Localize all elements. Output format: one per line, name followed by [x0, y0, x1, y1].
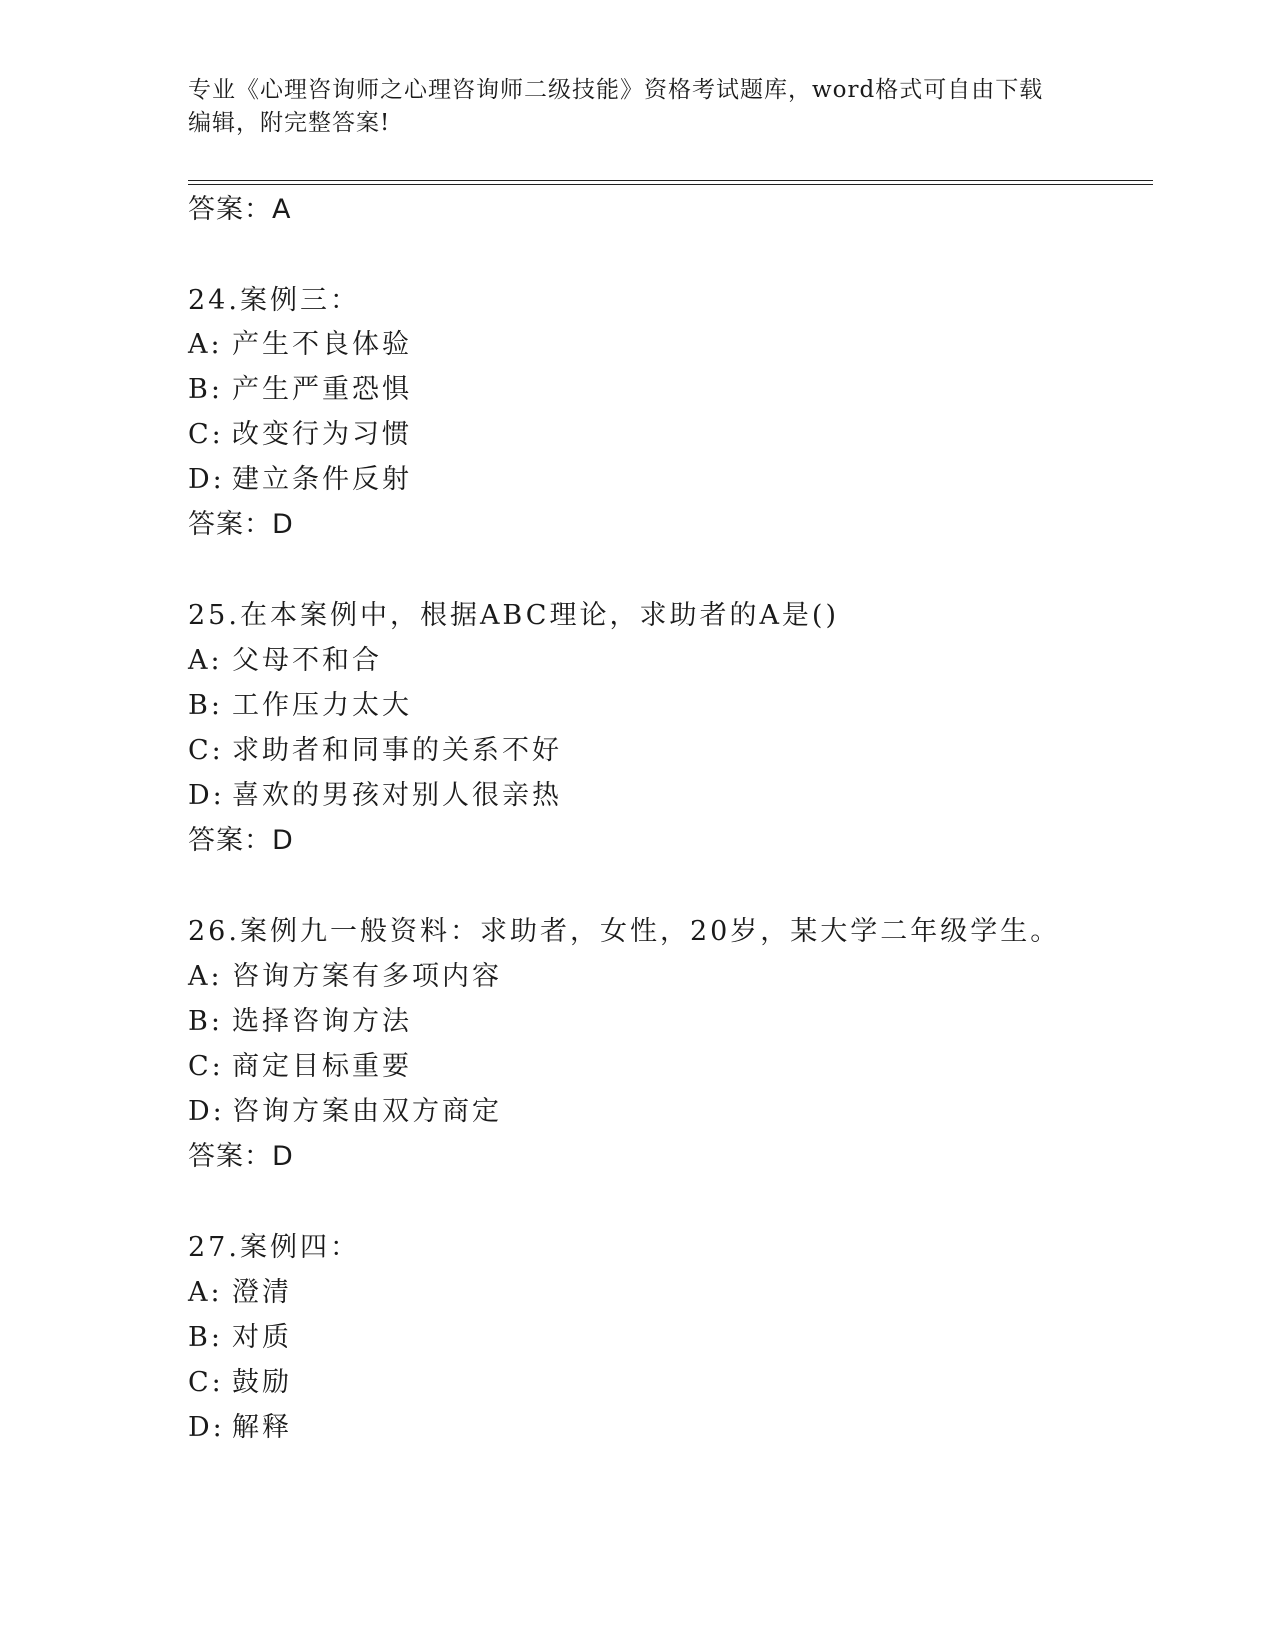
answer-value: D [272, 1141, 294, 1172]
option-c [188, 734, 562, 768]
question-stem: 24.案例三： [188, 285, 360, 316]
option-text: 澄清 [232, 1277, 292, 1308]
question-stem: 27.案例四： [188, 1232, 360, 1263]
option-d [188, 1411, 292, 1445]
answer-value: A [272, 194, 292, 225]
answer-label: 答案： [188, 509, 272, 540]
answer-value: D [272, 825, 294, 856]
option-text: 工作压力太大 [232, 690, 412, 721]
option-a [188, 1276, 292, 1310]
option-a [188, 328, 412, 362]
option-text: 对质 [232, 1322, 292, 1353]
answer-line [188, 824, 294, 858]
option-d [188, 463, 412, 497]
answer-line [188, 1140, 294, 1174]
option-c [188, 1366, 292, 1400]
option-letter: A: [188, 1277, 223, 1308]
question-stem: 26.案例九一般资料：求助者，女性，20岁，某大学二年级学生。 [188, 916, 1061, 947]
option-letter: A: [188, 961, 223, 992]
option-c [188, 1050, 412, 1084]
answer-label: 答案： [188, 194, 272, 225]
option-b [188, 1321, 292, 1355]
option-letter: B: [188, 690, 223, 721]
option-letter: D: [188, 464, 225, 495]
option-letter: B: [188, 1006, 223, 1037]
header-divider-top [188, 180, 1153, 181]
option-letter: A: [188, 645, 223, 676]
question-stem: 25.在本案例中，根据ABC理论，求助者的A是() [188, 600, 840, 631]
header-line-2: 编辑，附完整答案! [188, 110, 391, 136]
option-letter: D: [188, 1096, 225, 1127]
option-text: 选择咨询方法 [232, 1006, 412, 1037]
answer-label: 答案： [188, 1141, 272, 1172]
answer-line [188, 193, 291, 227]
option-letter: D: [188, 1412, 225, 1443]
option-text: 父母不和合 [232, 645, 382, 676]
option-d [188, 779, 562, 813]
option-text: 喜欢的男孩对别人很亲热 [232, 780, 562, 811]
option-text: 产生不良体验 [232, 329, 412, 360]
option-letter: D: [188, 780, 225, 811]
option-text: 产生严重恐惧 [232, 374, 412, 405]
option-text: 建立条件反射 [232, 464, 412, 495]
option-text: 求助者和同事的关系不好 [232, 735, 562, 766]
option-text: 咨询方案有多项内容 [232, 961, 502, 992]
option-text: 改变行为习惯 [232, 419, 412, 450]
answer-value: D [272, 509, 294, 540]
option-a [188, 960, 502, 994]
option-letter: C: [188, 419, 224, 450]
header-divider-bottom [188, 184, 1153, 185]
document-header [188, 74, 1088, 140]
option-text: 鼓励 [232, 1367, 292, 1398]
option-letter: B: [188, 1322, 223, 1353]
option-b [188, 689, 412, 723]
option-text: 商定目标重要 [232, 1051, 412, 1082]
option-letter: C: [188, 1051, 224, 1082]
option-letter: B: [188, 374, 223, 405]
option-text: 咨询方案由双方商定 [232, 1096, 502, 1127]
answer-label: 答案： [188, 825, 272, 856]
option-c [188, 418, 412, 452]
option-b [188, 373, 412, 407]
option-a [188, 644, 382, 678]
option-letter: C: [188, 735, 224, 766]
answer-line [188, 508, 294, 542]
option-text: 解释 [232, 1412, 292, 1443]
option-letter: A: [188, 329, 223, 360]
option-d [188, 1095, 502, 1129]
header-line-1: 专业《心理咨询师之心理咨询师二级技能》资格考试题库，word格式可自由下载 [188, 77, 1044, 103]
option-letter: C: [188, 1367, 224, 1398]
option-b [188, 1005, 412, 1039]
